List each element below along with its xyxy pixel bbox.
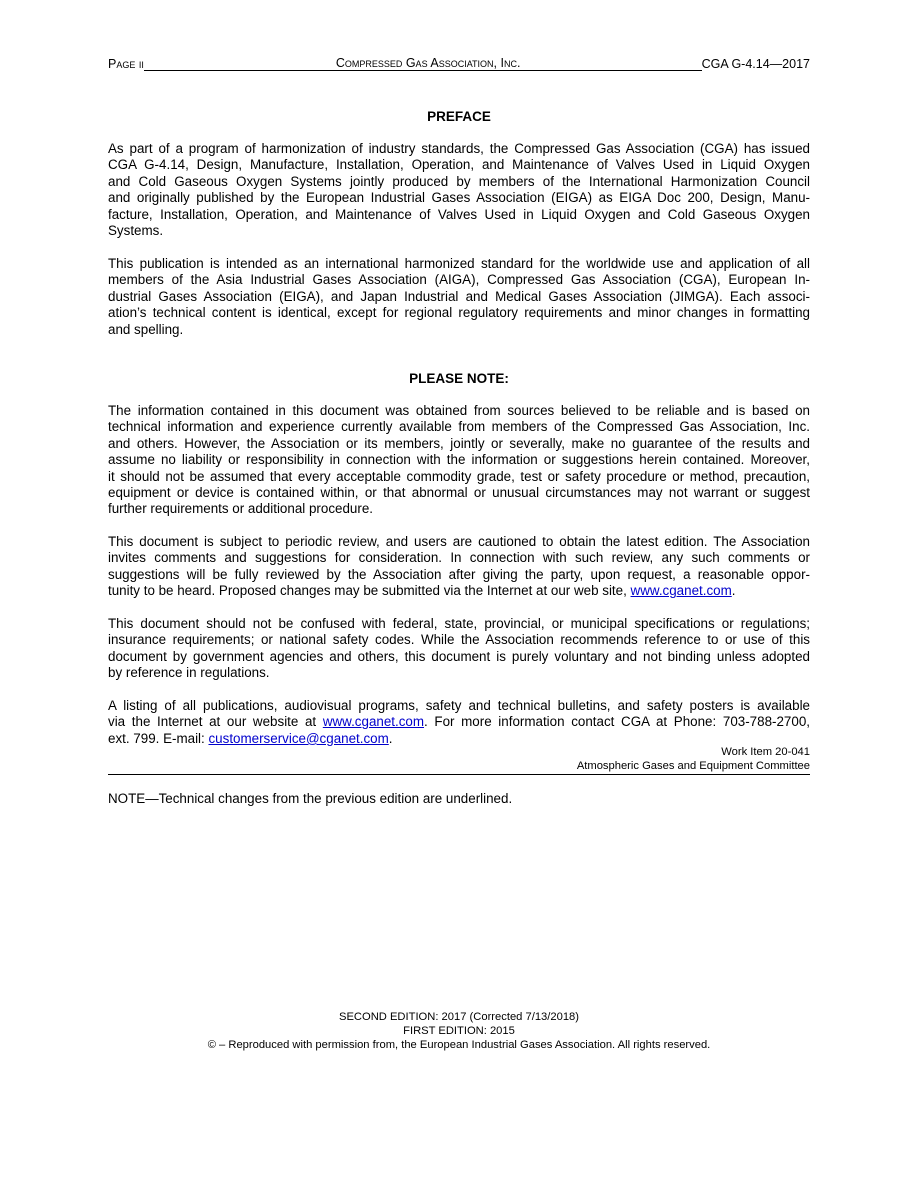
text-line: document by government agencies and others, this document is purely voluntary and not binding unless adopted xyxy=(108,648,810,664)
committee-name: Atmospheric Gases and Equipment Committee xyxy=(108,760,810,775)
text-line: it should not be assumed that every acceptable commodity grade, test or safety procedure or method, precaution, xyxy=(108,468,810,484)
text-line: suggestions will be fully reviewed by the Association after giving the party, upon request, a reasonable oppor- xyxy=(108,566,810,582)
preface-paragraph-2 xyxy=(108,256,810,338)
text-line: and Cold Gaseous Oxygen Systems jointly produced by members of the International Harmonization Council xyxy=(108,173,810,189)
please-note-paragraph-1 xyxy=(108,403,810,518)
text-line: facture, Installation, Operation, and Maintenance of Valves Used in Liquid Oxygen and Cold Gaseous Oxygen xyxy=(108,206,810,222)
text-line: Systems. xyxy=(108,223,164,239)
text-line: As part of a program of harmonization of industry standards, the Compressed Gas Association (CGA) has issued xyxy=(108,141,810,156)
copyright-line: © – Reproduced with permission from, the European Industrial Gases Association. All rights reserved. xyxy=(207,1039,711,1051)
please-note-paragraph-3 xyxy=(108,616,810,682)
cganet-website-link[interactable]: www.cganet.com xyxy=(322,714,425,730)
text-line: and spelling. xyxy=(108,321,184,337)
text-line: assume no liability or responsibility in connection with the information or suggestions herein contained. Moreover, xyxy=(108,452,810,468)
text-line: further requirements or additional procedure. xyxy=(108,501,373,517)
preface-heading: PREFACE xyxy=(427,109,491,124)
text-line: CGA G-4.14, Design, Manufacture, Installation, Operation, and Maintenance of Valves Used in Liquid Oxygen xyxy=(108,157,810,173)
text-segment: tunity to be heard. Proposed changes may be submitted via the Internet at our web site, xyxy=(108,583,631,599)
cganet-website-link[interactable]: www.cganet.com xyxy=(630,583,732,599)
text-line: technical information and experience currently available from members of the Compressed Gas Association, Inc. xyxy=(108,419,810,435)
text-line: This document should not be confused with federal, state, provincial, or municipal specifications or regulations; xyxy=(108,616,810,631)
header-document-id: CGA G-4.14—2017 xyxy=(701,57,810,71)
running-header xyxy=(108,55,810,71)
text-line: members of the Asia Industrial Gases Association (AIGA), Compressed Gas Association (CGA), European In- xyxy=(108,272,810,288)
header-page-number: Page ii xyxy=(108,57,144,71)
text-line: This publication is intended as an international harmonized standard for the worldwide use and application of all xyxy=(108,256,810,271)
header-publisher: Compressed Gas Association, Inc. xyxy=(335,56,521,70)
text-line xyxy=(108,714,810,730)
text-line: The information contained in this document was obtained from sources believed to be reliable and is based on xyxy=(108,403,810,418)
work-item-number: Work Item 20-041 xyxy=(721,746,810,758)
text-segment: ext. 799. E-mail: xyxy=(108,730,209,746)
text-line: dustrial Gases Association (EIGA), and Japan Industrial and Medical Gases Association (JIMGA). Each associ- xyxy=(108,288,810,304)
text-line: and others. However, the Association or its members, jointly or severally, make no guarantee of the results and xyxy=(108,435,810,451)
text-line: ation’s technical content is identical, except for regional regulatory requirements and minor changes in formatting xyxy=(108,305,810,321)
second-edition-line: SECOND EDITION: 2017 (Corrected 7/13/2018) xyxy=(338,1011,579,1023)
please-note-heading: PLEASE NOTE: xyxy=(409,371,509,386)
preface-paragraph-1 xyxy=(108,141,810,239)
text-segment: . For more information contact CGA at Phone: 703-788-2700, xyxy=(424,714,810,730)
text-line: A listing of all publications, audiovisual programs, safety and technical bulletins, and safety posters is available xyxy=(108,698,810,713)
header-rule xyxy=(520,55,701,71)
please-note-paragraph-2 xyxy=(108,534,810,600)
header-rule xyxy=(144,55,336,71)
customer-service-email-link[interactable]: customerservice@cganet.com xyxy=(208,730,389,746)
text-line: and originally published by the European Industrial Gases Association (EIGA) as EIGA Doc 200, Design, Manu- xyxy=(108,190,810,206)
text-line xyxy=(108,583,810,599)
text-segment: . xyxy=(731,583,736,599)
please-note-paragraph-4 xyxy=(108,698,810,747)
text-line xyxy=(108,731,810,747)
text-line: This document is subject to periodic review, and users are cautioned to obtain the latest edition. The Association xyxy=(108,534,810,549)
text-line: equipment or device is contained within, or that abnormal or unusual circumstances may not warrant or suggest xyxy=(108,485,810,501)
text-line: insurance requirements; or national safety codes. While the Association recommends reference to or use of this xyxy=(108,632,810,648)
text-segment: . xyxy=(388,730,393,746)
first-edition-line: FIRST EDITION: 2015 xyxy=(403,1025,515,1037)
technical-changes-note: NOTE—Technical changes from the previous edition are underlined. xyxy=(108,791,513,806)
text-segment: via the Internet at our website at xyxy=(108,714,323,730)
text-line: by reference in regulations. xyxy=(108,665,270,681)
text-line: invites comments and suggestions for consideration. In connection with such review, any such comments or xyxy=(108,550,810,566)
